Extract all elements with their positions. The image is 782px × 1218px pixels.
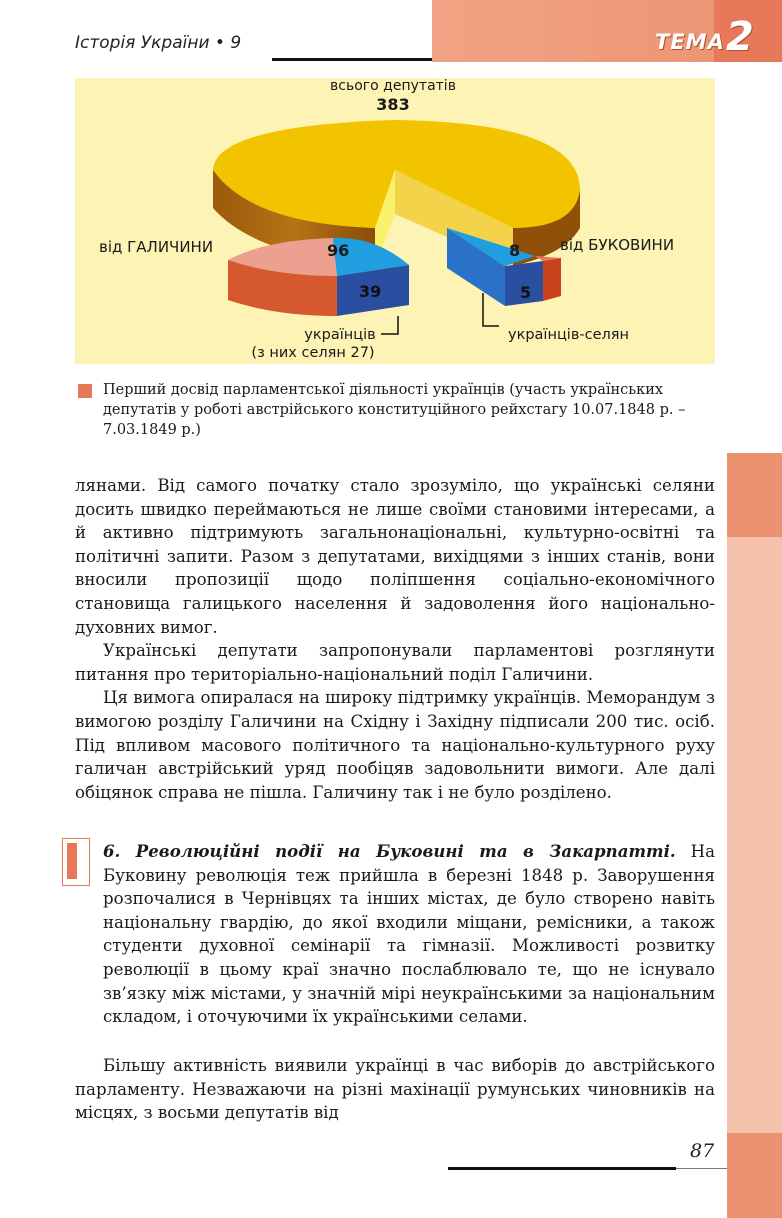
figure-caption: Перший досвід парламентської діяльності українців (участь українських депутатів у роботі австрійського конституційного рейхстагу 10.07.1848 р. – 7.03.1849 р.) <box>103 382 686 438</box>
last-paragraph-block <box>75 1054 715 1125</box>
galicia-value: 96 <box>327 241 350 260</box>
side-tab <box>727 453 782 537</box>
paragraph: лянами. Від самого початку стало зрозуміло, що українські селяни досить швидко переймаються не лише своїми становими інтересами, а й активно підтримують загальнонаціональні, культурно-освітні та політичні запити. Разом з депутатами, вихідцями з інших станів, вони вносили пропозиції щодо поліпшення соціально-економічного становища галицького населення й задоволення його національно-духовних вимог. <box>75 476 715 637</box>
paragraph: Українські депутати запропонували парламентові розглянути питання про територіально-національний поділ Галичини. <box>75 641 715 684</box>
main-text <box>75 474 715 804</box>
caption-bullet <box>78 384 92 398</box>
footer-rule-thin <box>676 1168 727 1169</box>
galicia-ukrainians-value: 39 <box>359 282 382 301</box>
section-text <box>103 840 715 1029</box>
topic-number: 2 <box>726 14 754 60</box>
book-title: Історія України • 9 <box>75 33 242 53</box>
header-rule <box>272 58 432 61</box>
section-marker <box>62 838 90 886</box>
total-value: 383 <box>376 95 410 114</box>
galicia-label: від ГАЛИЧИНИ <box>99 238 214 256</box>
bukovina-other-side <box>543 258 561 301</box>
side-tab-bottom <box>727 1133 782 1218</box>
paragraph: Ця вимога опиралася на широку підтримку українців. Меморандум з вимогою розділу Галичини на Східну і Західну підписали 200 тис. осіб. Під впливом масового політичного та національно-культурного руху галичан австрійський уряд пообіцяв задовольнити вимоги. Але далі обіцянок справа не пішла. Галичину так і не було розділено. <box>75 688 715 802</box>
bukovina-label: від БУКОВИНИ <box>560 236 675 254</box>
section-body: На Буковину революція теж прийшла в березні 1848 р. Заворушення розпочалися в Чернівцях та інших містах, де було створено навіть національну гвардію, до якої входили міщани, ремісники, а також студенти духовної семінарії та гімназії. Можливості розвитку революції в цьому краї значно послаблювало те, що не існувало зв’язку між містами, у значній мірі неукраїнськими за національним складом, і оточуючими їх українськими селами. <box>103 842 715 1027</box>
topic-label: ТЕМА <box>655 30 725 54</box>
ukrainians-label: українців <box>304 327 376 343</box>
deputies-diagram <box>75 78 715 364</box>
total-label: всього депутатів <box>330 78 456 94</box>
diagram-svg <box>75 78 715 364</box>
page-number: 87 <box>690 1140 715 1162</box>
section-heading: 6. Революційні події на Буковині та в Закарпатті. <box>103 841 676 861</box>
side-strip <box>727 455 782 1135</box>
bukovina-ukrainians-value: 5 <box>520 283 532 302</box>
footer-rule <box>448 1167 676 1170</box>
peasants-label: українців-селян <box>508 327 629 343</box>
paragraph: Більшу активність виявили українці в час виборів до австрійського парламенту. Незважаючи на різні махінації румунських чиновників на місцях, з восьми депутатів від <box>75 1056 715 1123</box>
bukovina-value: 8 <box>509 241 521 260</box>
ukrainians-note: (з них селян 27) <box>251 345 375 361</box>
